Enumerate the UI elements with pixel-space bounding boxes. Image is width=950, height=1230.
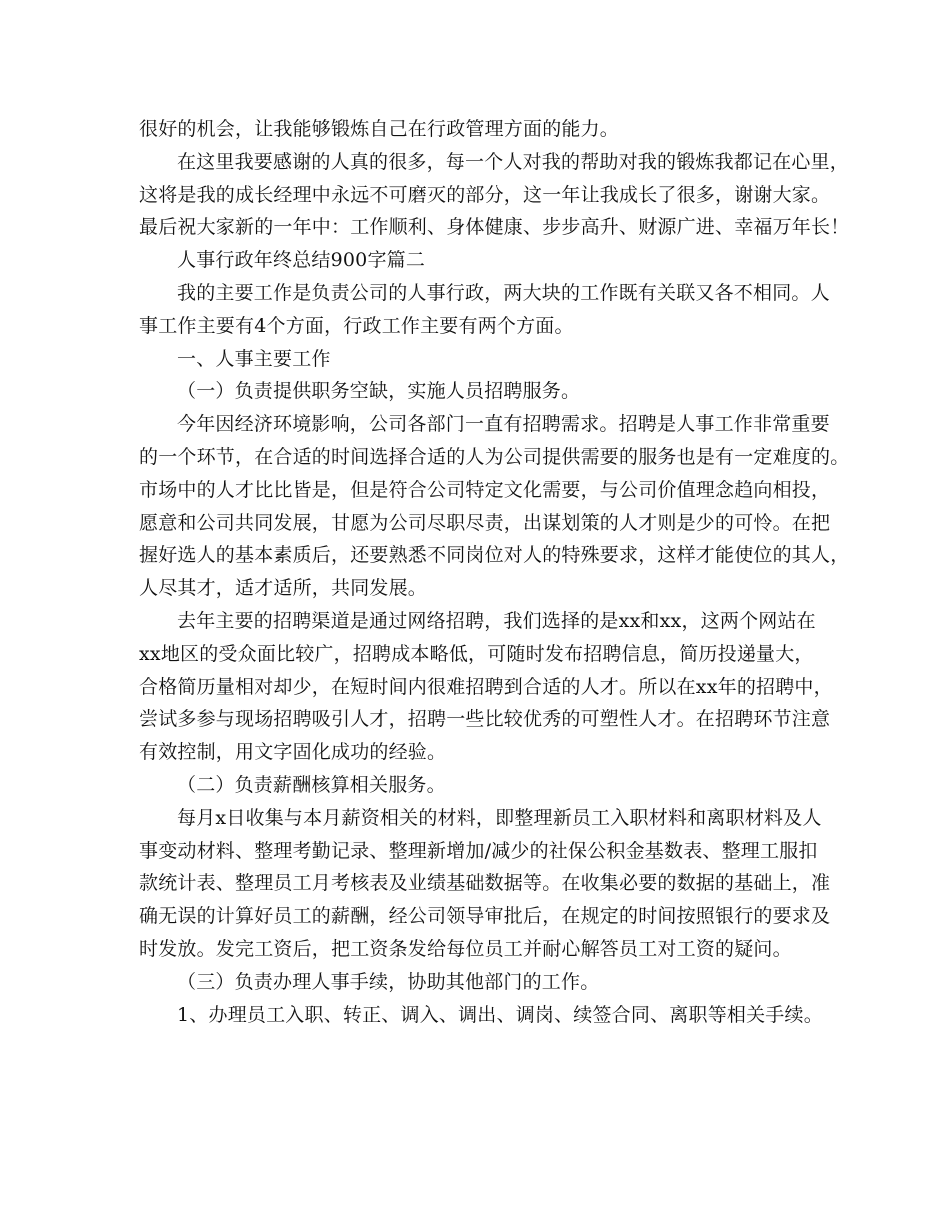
text-line: 人尽其才，适才适所，共同发展。 [139,577,428,600]
text-line: （一）负责提供职务空缺，实施人员招聘服务。 [177,380,581,403]
text-line: 在这里我要感谢的人真的很多，每一个人对我的帮助对我的锻炼我都记在心里， [177,150,850,173]
text-line: 一、人事主要工作 [177,347,331,370]
text-line: 确无误的计算好员工的薪酬，经公司领导审批后，在规定的时间按照银行的要求及 [139,905,831,928]
text-line: 市场中的人才比比皆是，但是符合公司特定文化需要，与公司价值理念趋向相投， [139,478,831,501]
text-line: 握好选人的基本素质后，还要熟悉不同岗位对人的特殊要求，这样才能使位的其人， [139,544,850,567]
text-line: 愿意和公司共同发展，甘愿为公司尽职尽责，出谋划策的人才则是少的可怜。在把 [139,511,831,534]
text-line: 人事行政年终总结900字篇二 [177,249,426,272]
text-line: （三）负责办理人事手续，协助其他部门的工作。 [177,970,600,993]
text-line: 最后祝大家新的一年中：工作顺利、身体健康、步步高升、财源广进、幸福万年长！ [139,216,850,239]
text-line: 事工作主要有4个方面，行政工作主要有两个方面。 [139,314,574,337]
document-body [139,113,850,1031]
text-line: 这将是我的成长经理中永远不可磨灭的部分，这一年让我成长了很多，谢谢大家。 [139,183,831,206]
text-line: 尝试多参与现场招聘吸引人才，招聘一些比较优秀的可塑性人才。在招聘环节注意 [139,708,831,731]
text-line: 时发放。发完工资后，把工资条发给每位员工并耐心解答员工对工资的疑问。 [139,937,792,960]
text-line: 合格简历量相对却少，在短时间内很难招聘到合适的人才。所以在xx年的招聘中， [139,675,833,698]
text-line: xx地区的受众面比较广，招聘成本略低，可随时发布招聘信息，简历投递量大， [139,642,814,665]
text-line: 事变动材料、整理考勤记录、整理新增加/减少的社保公积金基数表、整理工服扣 [139,839,818,862]
text-line: 我的主要工作是负责公司的人事行政，两大块的工作既有关联又各不相同。人 [177,281,830,304]
text-line: 款统计表、整理员工月考核表及业绩基础数据等。在收集必要的数据的基础上，准 [139,872,831,895]
text-line: 有效控制，用文字固化成功的经验。 [139,741,447,764]
text-line: 今年因经济环境影响，公司各部门一直有招聘需求。招聘是人事工作非常重要 [177,413,830,436]
text-line: 的一个环节，在合适的时间选择合适的人为公司提供需要的服务也是有一定难度的。 [139,445,850,468]
text-line: 去年主要的招聘渠道是通过网络招聘，我们选择的是xx和xx，这两个网站在 [177,609,816,632]
text-line: 很好的机会，让我能够锻炼自己在行政管理方面的能力。 [139,118,620,140]
text-line: （二）负责薪酬核算相关服务。 [177,773,446,796]
text-line: 1、办理员工入职、转正、调入、调出、调岗、续签合同、离职等相关手续。 [177,1003,823,1026]
text-line: 每月x日收集与本月薪资相关的材料，即整理新员工入职材料和离职材料及人 [177,806,822,829]
